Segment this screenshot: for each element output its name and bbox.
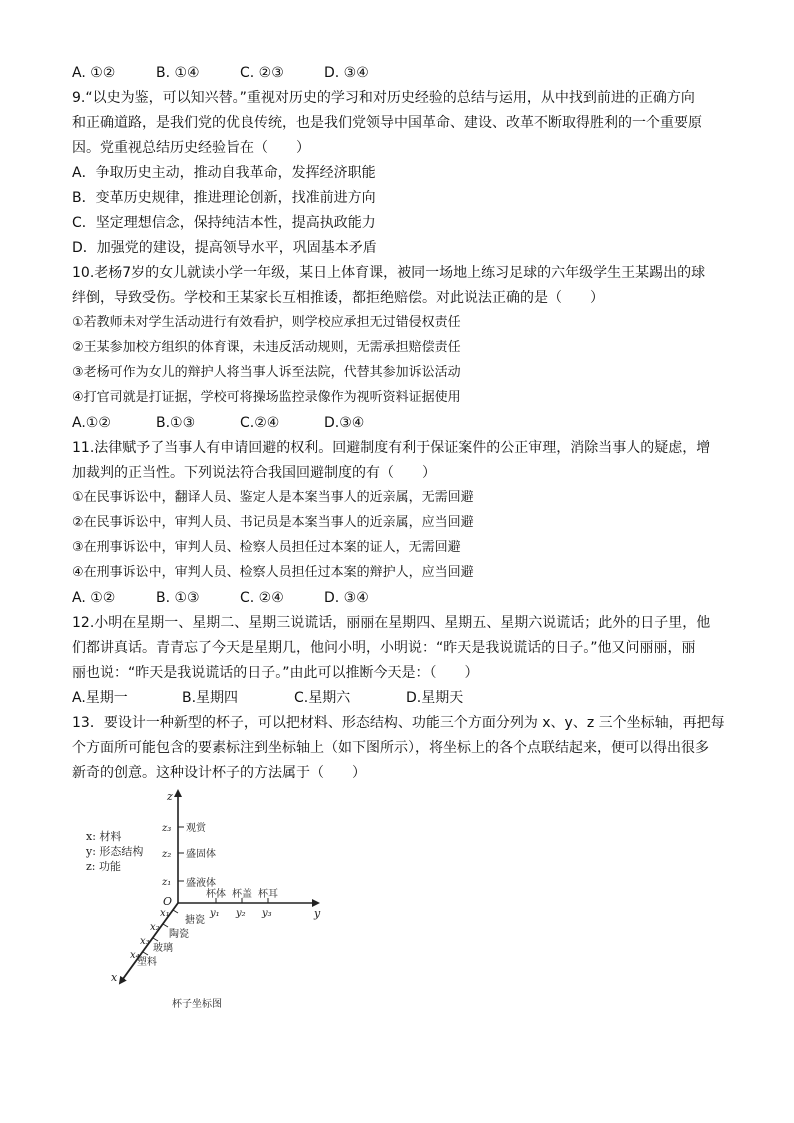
x-tick [153, 938, 158, 941]
q10-item-2: ②王某参加校方组织的体育课，未违反活动规则，无需承担赔偿责任 [72, 340, 461, 355]
x-tick-label: x₃ [140, 936, 150, 947]
z-value-label: 盛液体 [186, 878, 216, 889]
x-tick-label: x₄ [130, 950, 140, 961]
q9-stem-line: 和正确道路，是我们党的优良传统，也是我们党领导中国革命、建设、改革不断取得胜利的一个重要原 [72, 115, 702, 131]
q13-stem-line: 个方面所可能包含的要素标注到坐标轴上（如下图所示），将坐标上的各个点联结起来，便可以得出很多 [72, 740, 709, 756]
x-value-label: 塑料 [137, 957, 157, 968]
y-value-label: 杯盖 [232, 889, 252, 900]
q11-option-b: B. ①③ [156, 590, 200, 606]
x-tick-label: x₂ [150, 922, 160, 933]
q11-item-4: ④在刑事诉讼中，审判人员、检察人员担任过本案的辩护人，应当回避 [72, 565, 474, 580]
z-tick-label: z₁ [162, 877, 172, 888]
x-tick [143, 952, 148, 955]
q12-option-d: D.星期天 [406, 690, 464, 706]
q11-option-d: D. ③④ [324, 590, 369, 606]
y-tick-label: y₂ [236, 908, 246, 919]
x-value-label: 搪瓷 [185, 915, 205, 926]
legend-y: y: 形态结构 [86, 845, 144, 858]
origin-label: O [163, 895, 173, 908]
q12-option-c: C.星期六 [294, 690, 351, 706]
legend-x: x: 材料 [86, 830, 122, 843]
z-tick-label: z₂ [162, 849, 172, 860]
figure-caption: 杯子坐标图 [172, 999, 222, 1010]
q8-option-a: A. ①② [72, 65, 116, 81]
x-tick-label: x₁ [160, 908, 170, 919]
q10-option-a: A.①② [72, 415, 111, 431]
q11-stem-line: 加裁判的正当性。下列说法符合我国回避制度的有（ ） [72, 465, 436, 481]
q10-stem-line: 绊倒，导致受伤。学校和王某家长互相推诿，都拒绝赔偿。对此说法正确的是（ ） [72, 290, 604, 306]
q12-stem-line: 丽也说：“昨天是我说谎话的日子。”由此可以推断今天是：（ ） [72, 665, 479, 681]
q10-option-b: B.①③ [156, 415, 196, 431]
q10-stem-line: 10.老杨7岁的女儿就读小学一年级，某日上体育课，被同一场地上练习足球的六年级学生王某踢出的球 [72, 265, 706, 281]
legend-z: z: 功能 [86, 860, 121, 873]
q12-stem-line: 12.小明在星期一、星期二、星期三说谎话，丽丽在星期四、星期五、星期六说谎话；此外的日子里，他 [72, 615, 711, 631]
x-axis-label: x [111, 971, 118, 984]
cup-coordinate-figure [80, 785, 350, 1015]
q11-option-a: A. ①② [72, 590, 116, 606]
z-value-label: 观赏 [186, 823, 206, 834]
q11-stem-line: 11.法律赋予了当事人有申请回避的权利。回避制度有利于保证案件的公正审理，消除当事人的疑虑，增 [72, 440, 711, 456]
z-axis-label: z [167, 790, 173, 803]
z-tick-label: z₃ [162, 823, 172, 834]
q9-choice-d: D．加强党的建设，提高领导水平，巩固基本矛盾 [72, 240, 377, 256]
y-tick-label: y₃ [262, 908, 272, 919]
q10-option-d: D.③④ [324, 415, 365, 431]
q9-choice-a: A．争取历史主动，推动自我革命，发挥经济职能 [72, 165, 376, 181]
y-axis-label: y [314, 907, 321, 920]
y-tick-label: y₁ [210, 908, 220, 919]
q8-option-b: B. ①④ [156, 65, 200, 81]
q10-item-4: ④打官司就是打证据，学校可将操场监控录像作为视听资料证据使用 [72, 390, 461, 405]
q10-item-1: ①若教师未对学生活动进行有效看护，则学校应承担无过错侵权责任 [72, 315, 461, 330]
q9-choice-b: B．变革历史规律，推进理论创新，找准前进方向 [72, 190, 376, 206]
y-value-label: 杯耳 [258, 889, 278, 900]
q8-option-d: D. ③④ [324, 65, 369, 81]
z-value-label: 盛固体 [186, 849, 216, 860]
x-value-label: 玻璃 [153, 943, 173, 954]
q11-item-1: ①在民事诉讼中，翻译人员、鉴定人是本案当事人的近亲属，无需回避 [72, 490, 474, 505]
q8-option-c: C. ②③ [240, 65, 284, 81]
q13-stem-line: 新奇的创意。这种设计杯子的方法属于（ ） [72, 765, 366, 781]
q11-option-c: C. ②④ [240, 590, 284, 606]
q10-item-3: ③老杨可作为女儿的辩护人将当事人诉至法院，代替其参加诉讼活动 [72, 365, 461, 380]
q10-option-c: C.②④ [240, 415, 280, 431]
q11-item-2: ②在民事诉讼中，审判人员、书记员是本案当事人的近亲属，应当回避 [72, 515, 474, 530]
q9-stem-line: 因。党重视总结历史经验旨在（ ） [72, 140, 310, 156]
y-value-label: 杯体 [206, 889, 226, 900]
x-value-label: 陶瓷 [169, 929, 189, 940]
q12-option-a: A.星期一 [72, 690, 128, 706]
x-tick [173, 910, 178, 913]
q12-stem-line: 们都讲真话。青青忘了今天是星期几，他问小明，小明说：“昨天是我说谎话的日子。”他又问丽丽，丽 [72, 640, 696, 656]
q11-item-3: ③在刑事诉讼中，审判人员、检察人员担任过本案的证人，无需回避 [72, 540, 461, 555]
q13-stem-line: 13．要设计一种新型的杯子，可以把材料、形态结构、功能三个方面分列为 x、y、z 三个坐标轴，再把每 [72, 715, 725, 731]
q9-choice-c: C．坚定理想信念，保持纯洁本性，提高执政能力 [72, 215, 376, 231]
q9-stem-line: 9.“以史为鉴，可以知兴替。”重视对历史的学习和对历史经验的总结与运用，从中找到前进的正确方向 [72, 90, 695, 106]
q12-option-b: B.星期四 [182, 690, 239, 706]
x-tick [163, 924, 168, 927]
